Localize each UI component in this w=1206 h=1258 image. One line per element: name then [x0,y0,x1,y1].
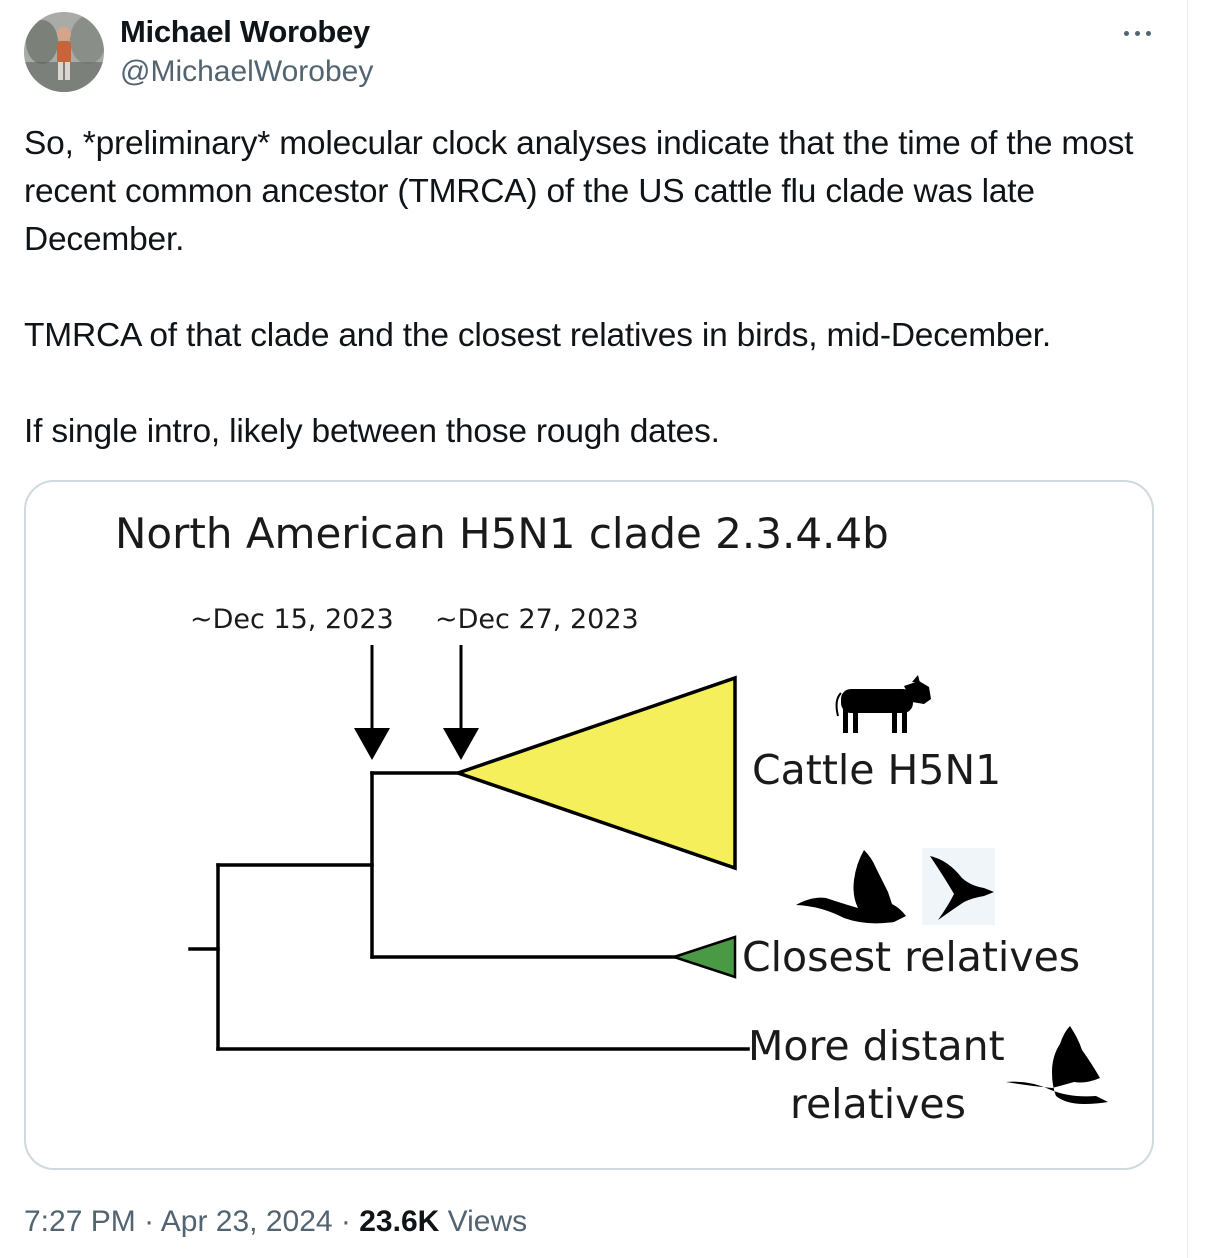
tweet-time[interactable]: 7:27 PM [24,1205,136,1238]
author-name[interactable]: Michael Worobey [120,14,370,49]
cow-icon [837,675,931,733]
tweet-metadata [24,1205,527,1239]
label-distant-line2: relatives [790,1080,967,1128]
views-count[interactable]: 23.6K [359,1205,440,1238]
date-label-right: ~Dec 27, 2023 [435,604,639,635]
meta-separator: · [144,1205,155,1238]
figure-title: North American H5N1 clade 2.3.4.4b [115,509,889,558]
phylogenetic-tree-figure [26,482,1154,1170]
arrow-right [443,645,479,760]
arrow-left [354,645,390,760]
date-label-left: ~Dec 15, 2023 [190,604,394,635]
avatar[interactable] [24,12,104,92]
tweet-image[interactable] [24,480,1154,1170]
meta-separator: · [340,1205,351,1238]
more-options-icon[interactable] [1116,14,1160,50]
timeline-border [1187,0,1188,1258]
closest-relatives-triangle [674,937,735,977]
cattle-clade-triangle [458,678,735,868]
goose-icon [796,850,906,923]
label-distant-line1: More distant [748,1022,1005,1070]
label-cattle: Cattle H5N1 [752,746,1002,794]
views-label: Views [447,1205,528,1238]
tweet-text: So, *preliminary* molecular clock analyses indicate that the time of the most recent common ancestor (TMRCA) of the US cattle flu clade was late December. TMRCA of that clade and the closest relatives in birds, mid-December. If single intro, likely between those rough dates. [24,125,1134,450]
tweet-date[interactable]: Apr 23, 2024 [160,1205,333,1238]
label-closest-relatives: Closest relatives [742,933,1081,981]
bird-icon [922,848,995,925]
author-handle[interactable]: @MichaelWorobey [120,55,374,88]
goose-icon [1006,1026,1108,1104]
